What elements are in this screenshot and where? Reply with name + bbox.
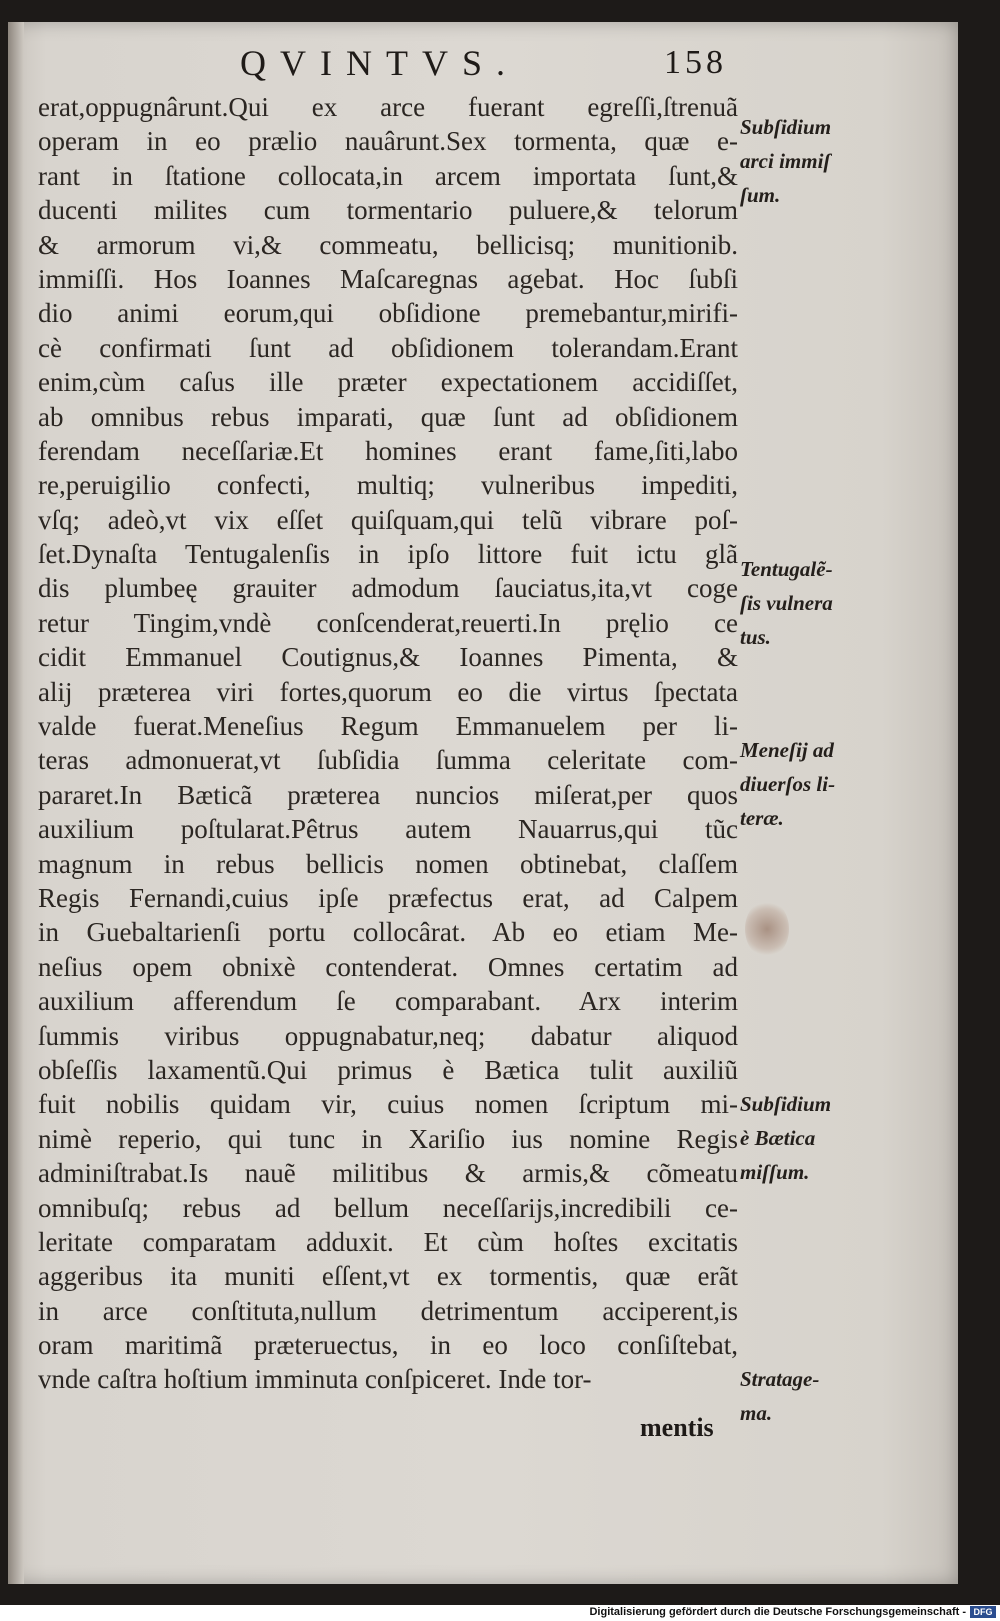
dfg-logo: DFG xyxy=(970,1606,996,1618)
text-line: ſummis viribus oppugnabatur,neq; dabatur aliquod xyxy=(38,1020,738,1051)
text-line: erat,oppugnârunt.Qui ex arce fuerant egreſſi,ſtrenuã xyxy=(38,92,738,122)
text-line: valde fuerat.Meneſius Regum Emmanuelem per li- xyxy=(38,711,738,742)
text-line: adminiſtrabat.Is nauẽ militibus & armis,& cõmeatu xyxy=(38,1158,738,1189)
note-line: ma. xyxy=(740,1401,773,1425)
text-line: obſeſſis laxamentũ.Qui primus è Bætica tulit auxiliũ xyxy=(38,1054,738,1085)
note-line: è Bætica xyxy=(740,1126,816,1150)
text-line: operam in eo prælio nauârunt.Sex tormenta, quæ e- xyxy=(38,126,738,157)
note-line: arci immiſ xyxy=(740,149,831,173)
text-line: pararet.In Bæticã præterea nuncios miſerat,per quos xyxy=(38,779,738,810)
note-line: tus. xyxy=(740,625,771,649)
body-text xyxy=(38,90,738,1397)
text-line: auxilium afferendum ſe comparabant. Arx interim xyxy=(38,986,738,1017)
running-title: QVINTVS. xyxy=(240,43,519,83)
catchword: mentis xyxy=(640,1413,714,1442)
text-line: ferendam neceſſariæ.Et homines erant fame,ſiti,labo xyxy=(38,435,738,466)
text-line: ab omnibus rebus imparati, quæ ſunt ad obſidionem xyxy=(38,401,738,432)
note-line: Subſidium xyxy=(740,1092,832,1116)
text-line: vnde caſtra hoſtium imminuta conſpiceret. Inde tor- xyxy=(38,1364,592,1395)
text-line: retur Tingim,vndè conſcenderat,reuerti.In pręlio ce xyxy=(38,607,738,638)
text-line: dis plumbeę grauiter admodum ſauciatus,ita,vt coge xyxy=(38,573,738,604)
paper-stain xyxy=(745,900,789,958)
text-line: magnum in rebus bellicis nomen obtinebat, claſſem xyxy=(38,848,738,879)
text-line: enim,cùm caſus ille præter expectationem accidiſſet, xyxy=(38,367,738,398)
text-line: fuit nobilis quidam vir, cuius nomen ſcriptum mi- xyxy=(38,1089,738,1120)
text-line: auxilium poſtularat.Pêtrus autem Nauarrus,qui tũc xyxy=(38,814,738,845)
text-line: nimè reperio, qui tunc in Xariſio ius nomine Regis xyxy=(38,1123,738,1154)
note-line: Meneſij ad xyxy=(740,738,834,762)
marginal-note-subsidium-arci xyxy=(740,110,870,212)
text-line: alij præterea viri fortes,quorum eo die virtus ſpectata xyxy=(38,676,738,707)
text-line: & armorum vi,& commeatu, bellicisq; munitionib. xyxy=(38,229,738,260)
marginal-note-tentugalensis xyxy=(740,552,870,654)
text-line: in arce conſtituta,nullum detrimentum acciperent,is xyxy=(38,1295,738,1326)
text-line: re,peruigilio confecti, multiq; vulneribus impediti, xyxy=(38,470,738,501)
text-line: teras admonuerat,vt ſubſidia ſumma celeritate com- xyxy=(38,745,738,776)
note-line: ſum. xyxy=(740,183,781,207)
page-number: 158 xyxy=(664,44,727,81)
text-line: leritate comparatam adduxit. Et cùm hoſtes excitatis xyxy=(38,1226,738,1257)
marginal-note-stratagema xyxy=(740,1362,870,1430)
text-line: immiſſi. Hos Ioannes Maſcaregnas agebat. Hoc ſubſi xyxy=(38,263,738,294)
note-line: Subſidium xyxy=(740,115,832,139)
text-line: ducenti milites cum tormentario puluere,& telorum xyxy=(38,195,738,226)
text-line: ſet.Dynaſta Tentugalenſis in ipſo littore fuit ictu glã xyxy=(38,539,738,570)
marginal-note-subsidium-baetica xyxy=(740,1087,870,1189)
text-line: neſius opem obnixè contenderat. Omnes certatim ad xyxy=(38,951,738,982)
note-line: Tentugalẽ- xyxy=(740,557,833,581)
text-line: in Guebaltarienſi portu collocârat. Ab eo etiam Me- xyxy=(38,917,738,948)
note-line: miſſum. xyxy=(740,1160,810,1184)
digitization-credit: Digitalisierung gefördert durch die Deutsche Forschungsgemeinschaft - xyxy=(589,1606,966,1618)
text-line: cidit Emmanuel Coutignus,& Ioannes Pimenta, & xyxy=(38,642,738,673)
text-line: vſq; adeò,vt vix eſſet quiſquam,qui telũ vibrare poſ- xyxy=(38,504,738,535)
marginal-note-menesij xyxy=(740,733,870,835)
note-line: teræ. xyxy=(740,806,784,830)
text-line: omnibuſq; rebus ad bellum neceſſarijs,incredibili ce- xyxy=(38,1192,738,1223)
gutter-shadow xyxy=(8,22,24,1584)
text-line: dio animi eorum,qui obſidione premebantur,mirifi- xyxy=(38,298,738,329)
note-line: ſis vulnera xyxy=(740,591,833,615)
text-line: cè confirmati ſunt ad obſidionem tolerandam.Erant xyxy=(38,332,738,363)
note-line: diuerſos li- xyxy=(740,772,836,796)
note-line: Stratage- xyxy=(740,1367,820,1391)
text-line: rant in ſtatione collocata,in arcem importata ſunt,& xyxy=(38,160,738,191)
text-line: oram maritimã præteruectus, in eo loco conſiſtebat, xyxy=(38,1330,738,1361)
text-line: Regis Fernandi,cuius ipſe præfectus erat, ad Calpem xyxy=(38,882,738,913)
text-line: aggeribus ita muniti eſſent,vt ex tormentis, quæ erãt xyxy=(38,1261,738,1292)
